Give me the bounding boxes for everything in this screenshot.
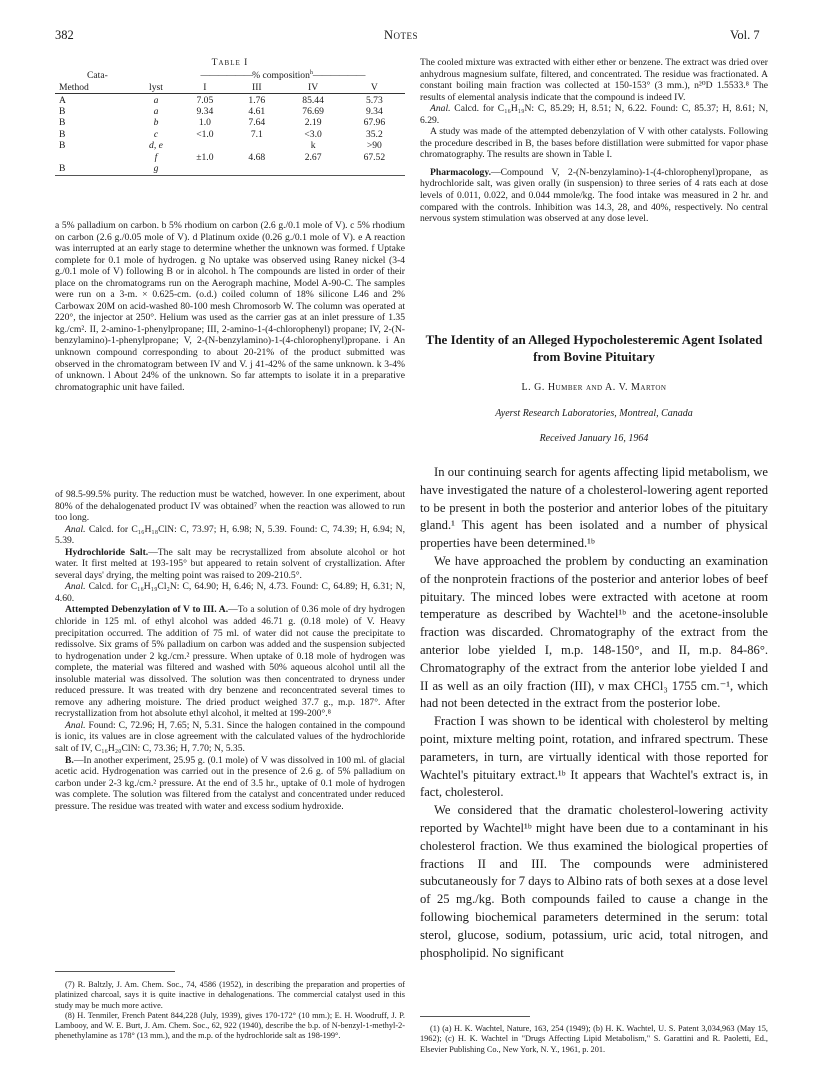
table-cell: 1.76: [248, 94, 266, 106]
table-cell: 35.2: [365, 128, 383, 140]
table-cell: B: [59, 105, 66, 117]
article-paragraph: Fraction I was shown to be identical with cholesterol by melting point, mixture melting point, rotation, and infrared spectrum. These parameters, in turn, are virtually identical with those reported for Wachtel's pituitary extract.¹ᵇ It appears that Wachtel's extract is, in fact, cholesterol.: [420, 714, 768, 800]
table-col-i: I: [179, 82, 232, 94]
table-cell: <1.0: [196, 128, 214, 140]
table-cell: 7.64: [248, 117, 266, 129]
table-1: [55, 57, 405, 176]
right-paragraph: A study was made of the attempted debenzylation of V with other catalysts. Following the procedure described in B, the bases before distillation were submitted for vapor phase chromatography. The results are shown in Table I.: [420, 126, 768, 161]
page-number: 382: [55, 28, 74, 42]
running-title: Notes: [384, 28, 419, 42]
table-grid: [55, 82, 405, 174]
table-row: [55, 151, 405, 162]
article-paragraph: We considered that the dramatic cholesterol-lowering activity reported by Wachtel¹ᵇ might have been due to a contaminant in his cholesterol fraction. We thus examined the biological properties of fractions II and III. The compounds were administered subcutaneously for 7 days to Albino rats of both sexes at a dose level of 25 mg./kg. Both compounds failed to cause a change in the following biochemical parameters determined in the serum: total sterol, glucose, sodium, potassium, uric acid, total nitrogen, and phospholipid. No significant: [420, 803, 768, 960]
table-cell: 7.1: [250, 128, 263, 140]
table-cell: [344, 163, 405, 174]
table-cell: [231, 163, 282, 174]
table-col-v: V: [344, 82, 405, 94]
table-col-method: Method: [55, 82, 133, 94]
table-cell: c: [153, 128, 159, 140]
table-cell: 4.68: [248, 151, 266, 163]
table-cell: a: [153, 94, 159, 106]
table-col-iv: IV: [282, 82, 343, 94]
table-cell: 4.61: [248, 105, 266, 117]
table-cell: 1.0: [198, 117, 211, 129]
table-cell: B: [59, 162, 66, 174]
article-paragraph: In our continuing search for agents affecting lipid metabolism, we have investigated the nature of a cholesterol-lowering agent reported to be present in both the posterior and anterior lobes of the pituitary gland.¹ This agent has been isolated and a number of physical properties have been determined.¹ᵇ: [420, 465, 768, 551]
table-col-iii: III: [231, 82, 282, 94]
footnote-8: (8) H. Tenmiler, French Patent 844,228 (July, 1939), gives 170-172° (10 mm.); E. H. Woodruff, J. P. Lambooy, and W. E. Burt, J. Am. Chem. Soc., 62, 922 (1940), describe the b.p. of N-benzyl-1-methyl-2-phenethylamine as 178° (13 mm.), and the m.p. of the hydrochloride salt as 198-199°.: [55, 1010, 405, 1041]
table-cell: 7.05: [196, 94, 214, 106]
volume-label: Vol. 7: [730, 28, 760, 42]
table-row: [55, 163, 405, 174]
right-top-body: [420, 57, 768, 225]
table-cell: [179, 140, 232, 151]
article-affiliation: Ayerst Research Laboratories, Montreal, Canada: [495, 408, 693, 419]
right-paragraph: Pharmacology.—Compound V, 2-(N-benzylamino)-1-(4-chlorophenyl)propane, as hydrochloride salt, was given orally (in suspension) to three series of 4 rats each at dose levels of 0.011, 0.022, and 0.044 mmole/kg. The food intake was measured in 2 hr. and compared with the controls. Inhibition was 14.3, 28, and 40%, respectively. No central nervous system stimulation was observed at any dose level.: [420, 166, 768, 225]
table-cell: 76.69: [302, 105, 324, 117]
table-cell: 85.44: [302, 94, 324, 106]
table-cell: 2.19: [304, 117, 322, 129]
table-header-row: [55, 82, 405, 94]
left-footnote-rule: [55, 971, 175, 972]
table-cell: 67.52: [363, 151, 386, 163]
table-cell: 9.34: [365, 105, 383, 117]
left-paragraph: of 98.5-99.5% purity. The reduction must be watched, however. In one experiment, about 80% of the dehalogenated product IV was obtained⁷ when the reaction was allowed to run too long.: [55, 489, 405, 524]
right-paragraph: Anal. Calcd. for C₁₆H₁₉N: C, 85.29; H, 8.51; N, 6.22. Found: C, 85.37; H, 8.61; N, 6.29.: [420, 103, 768, 126]
table-cell: d, e: [149, 140, 163, 152]
table-cell: [179, 163, 232, 174]
table-title: Table I: [211, 57, 249, 68]
left-paragraph: Anal. Calcd. for C₁₆H₁₉Cl₂N: C, 64.90; H, 6.46; N, 4.73. Found: C, 64.89; H, 6.31; N, 4.60.: [55, 581, 405, 604]
left-paragraph: B.—In another experiment, 25.95 g. (0.1 mole) of V was dissolved in 100 ml. of glacial acetic acid. Hydrogenation was carried out in the presence of 2.6 g. of 5% palladium on carbon under 2-3 kg./cm.² pressure. At the end of 3.5 hr., uptake of 0.1 mole of hydrogen was complete. The solution was filtered from the catalyst and concentrated under reduced pressure. The residue was treated with water and excess sodium hydroxide.: [55, 754, 405, 812]
left-paragraph: Attempted Debenzylation of V to III. A.—To a solution of 0.36 mole of dry hydrogen chloride in 125 ml. of ethyl alcohol was added 46.71 g. (0.18 mole) of V. Heavy precipitation occurred. The addition of 75 ml. of water did not cause the precipitate to redissolve. Six grams of 5% palladium on carbon was added and the suspension subjected to hydrogenation under 2 kg./cm.² pressure. When uptake of 0.18 mole of hydrogen was complete, the material was filtered and washed with 50% aqueous alcohol until all the insoluble material was dissolved. The solution was then concentrated to dryness under reduced pressure. It was treated with dry benzene and reconcentrated several times to remove any adhering moisture. The dried product weighed 37.7 g., m.p. 187°. After recrystallization from hot absolute ethyl alcohol, it melted at 199-200°.⁸: [55, 604, 406, 720]
right-paragraph: The cooled mixture was extracted with either ether or benzene. The extract was dried over anhydrous magnesium sulfate, filtered, and concentrated. The residue was fractionated. A constant boiling main fraction was collected at 150-153° (3 mm.), n²⁰D 1.5533.⁸ The results of elemental analysis indicate that the compound is indeed IV.: [420, 57, 768, 103]
table-row: [55, 140, 405, 151]
table-cell: b: [153, 117, 159, 129]
article-received: Received January 16, 1964: [539, 433, 649, 444]
article-title: The Identity of an Alleged Hypocholesteremic Agent Isolated from Bovine Pituitary: [425, 332, 763, 364]
article-authors: L. G. Humber and A. V. Marton: [521, 382, 667, 393]
table-cell: k: [310, 140, 316, 152]
table-row: [55, 117, 405, 128]
table-row: [55, 106, 405, 117]
table-cell: [282, 163, 343, 174]
table-cell: B: [59, 117, 66, 129]
left-body: [55, 489, 405, 812]
table-cell: <3.0: [304, 128, 322, 140]
table-cell: a: [153, 105, 159, 117]
table-cell: 9.34: [196, 105, 214, 117]
table-span-header: ——————% composition$^h$——————: [200, 70, 365, 82]
table-row: [55, 129, 405, 140]
table-cell: 5.73: [365, 94, 383, 106]
table-cell: B: [59, 140, 66, 152]
table-cell: B: [59, 128, 66, 140]
article-footnote: (1) (a) H. K. Wachtel, Nature, 163, 254 (1949); (b) H. K. Wachtel, U. S. Patent 3,034,963 (May 15, 1962); (c) H. K. Wachtel in "Drugs Affecting Lipid Metabolism," S. Garattini and R. Paoletti, Ed., Elsevier Publishing Co., New York, N. Y., 1961, p. 201.: [420, 1024, 768, 1054]
table-cell: 67.96: [363, 117, 386, 129]
table-cell: >90: [366, 140, 382, 152]
table-cell: ±1.0: [196, 151, 214, 163]
left-footnotes: [55, 980, 405, 1042]
table-col-catalyst: lyst: [133, 82, 178, 94]
table-footnotes: a 5% palladium on carbon. b 5% rhodium on carbon (2.6 g./0.1 mole of V). c 5% rhodium on carbon (2.6 g./0.05 mole of V). d Platinum oxide (0.26 g./0.1 mole of V). e A reaction was interrupted at an early stage to determine whether the unknown was formed. f Uptake complete for 0.1 mole of hydrogen. g No uptake was observed using Raney nickel (3-4 g./0.1 mole of V) following B or in alcohol. h The compounds are listed in order of their place on the chromatograms run on the Aerograph machine, Model A-90-C. The samples were run on a 3-m. × 0.625-cm. (o.d.) coiled column of 18% silicone L46 and 2% Carbowax 20M on acid-washed 80-100 mesh Chromosorb W. The column was operated at 220°, the injector at 250°. Helium was used as the carrier gas at an inlet pressure of 1.35 kg./cm². II, 2-amino-1-phenylpropane; III, 2-amino-1-(4-chlorophenyl) propane; IV, 2-(N-benzylamino)-1-phenylpropane; V, 2-(N-benzylamino)-1-(4-chlorophenyl)propane. i An unknown compound corresponding to about 20-21% of the product submitted was observed in the chromatogram between IV and V. j 41-42% of the same unknown. k 3-4% of unknown. l About 24% of the unknown. So far attempts to isolate it in a preparative chromatographic unit have failed.: [55, 220, 405, 393]
footnote-7: (7) R. Baltzly, J. Am. Chem. Soc., 74, 4586 (1952), in describing the preparation and properties of platinized charcoal, says it is quite inactive in dehalogenations. The commercial catalyst used in this study may be much more active.: [55, 980, 405, 1010]
left-paragraph: Anal. Calcd. for C₁₆H₁₈ClN: C, 73.97; H, 6.98; N, 5.39. Found: C, 74.39; H, 6.94; N, 5.39.: [55, 523, 405, 547]
left-paragraph: Anal. Found: C, 72.96; H, 7.65; N, 5.31. Since the halogen contained in the compound is ionic, its values are in close agreement with the calculated values of the hydrochloride salt of IV, C₁₆H₂₀ClN: C, 73.36; H, 7.70; N, 5.35.: [55, 719, 405, 755]
left-paragraph: Hydrochloride Salt.—The salt may be recrystallized from absolute alcohol or hot water. It first melted at 193-195° but appeared to retain solvent of crystallization. After several days' drying, the melting point was raised to 209-210.5°.: [55, 546, 405, 581]
table-cell: 2.67: [304, 151, 322, 163]
article-paragraph: We have approached the problem by conducting an examination of the nonprotein fractions of the posterior and anterior lobes of beef pituitary. The minced lobes were extracted with acetone at room temperature as described by Wachtel¹ᵇ and the acetone-insoluble fraction was discarded. Chromatography of the extract from the anterior lobe yielded I, m.p. 148-150°, and II, m.p. 84-86°. Chromatography of the extract from the anterior lobe yielded I and II as well as an oily fraction (III), ν max CHCl₃ 1755 cm.⁻¹, which had not been detected in the extract from the posterior lobe.: [420, 553, 768, 711]
table-cell: [231, 140, 282, 151]
table-row: [55, 94, 405, 106]
table-cell: g: [153, 162, 159, 174]
table-col-catalyst-top: Cata-: [87, 70, 108, 81]
article-body: [420, 464, 768, 962]
table-cell: A: [59, 94, 66, 106]
table-cell: [55, 151, 133, 162]
table-cell: f: [154, 151, 158, 163]
article-footnote-rule: [420, 1016, 530, 1017]
